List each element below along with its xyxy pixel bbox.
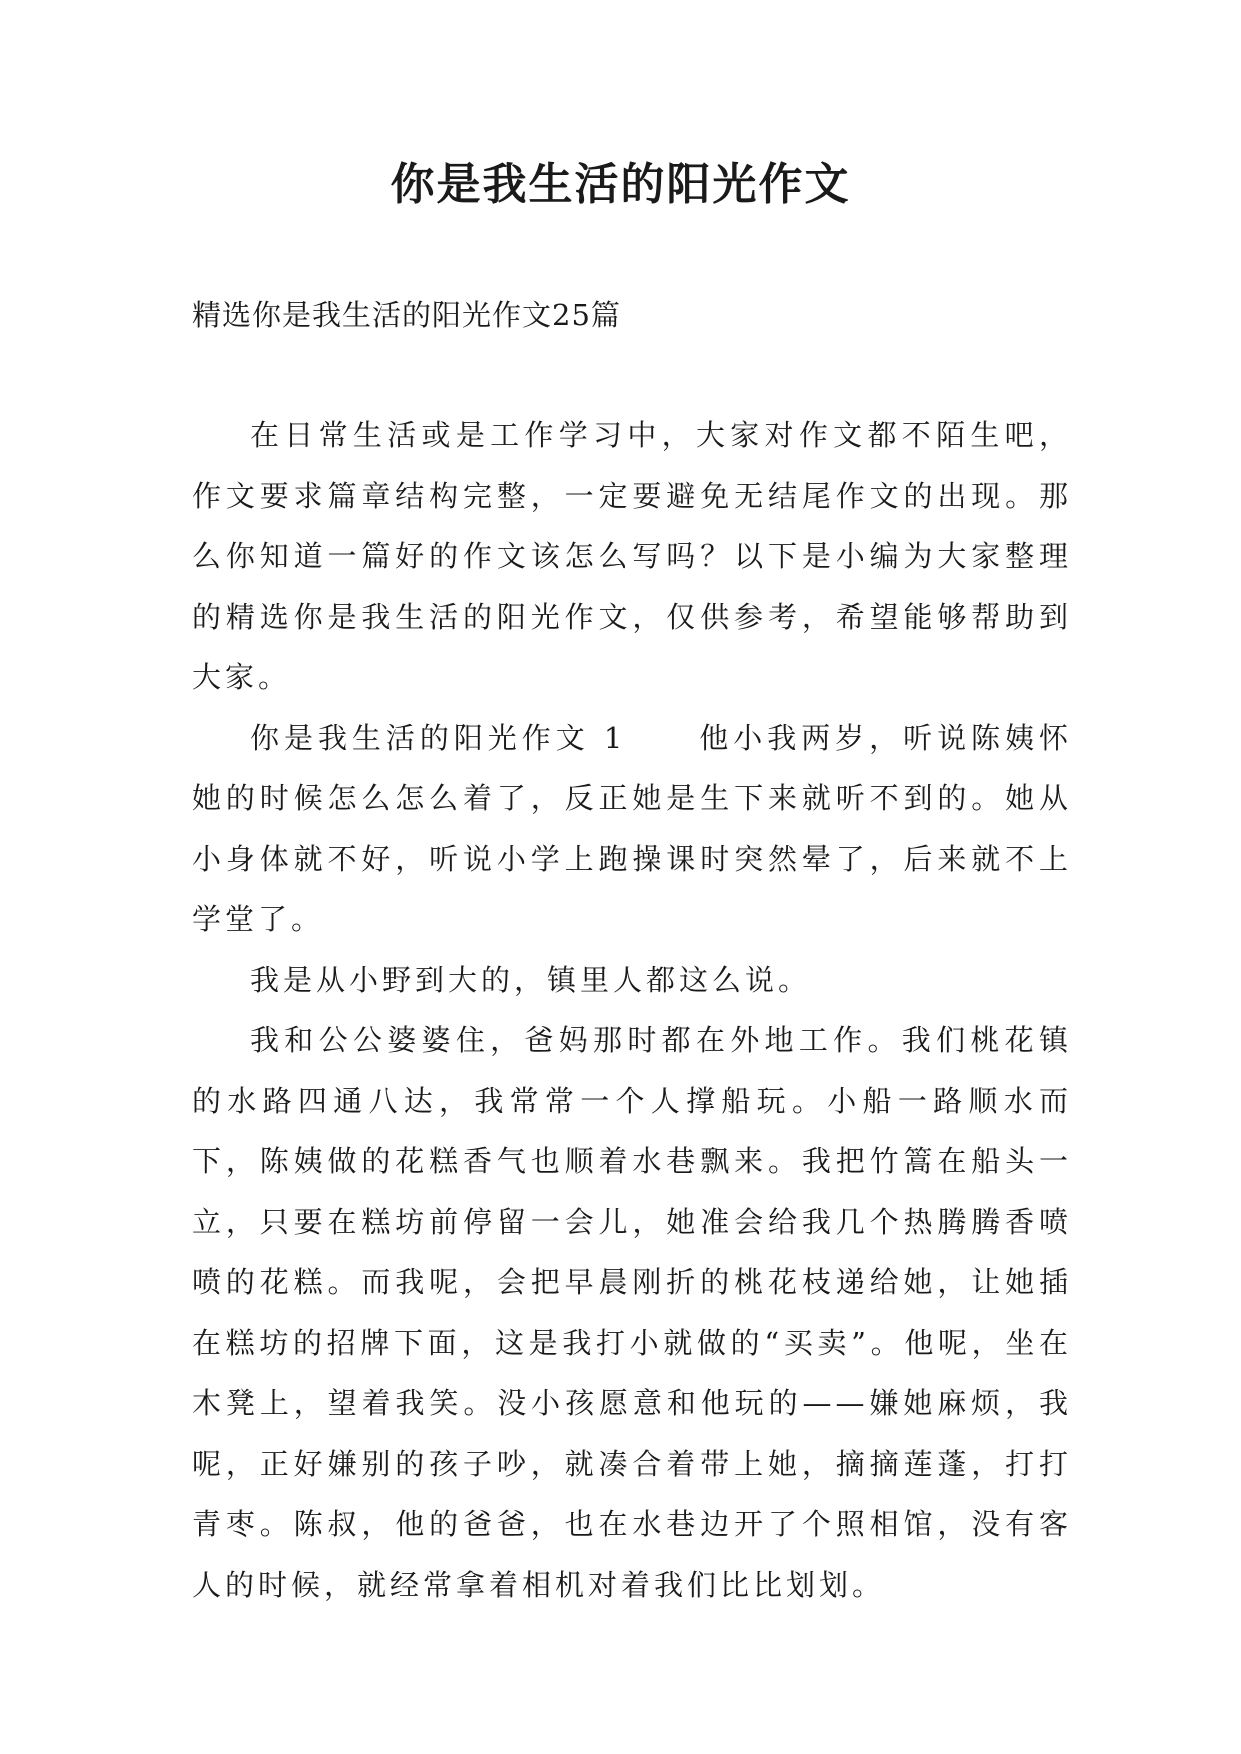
paragraph-2: 我是从小野到大的，镇里人都这么说。 bbox=[250, 962, 812, 997]
essay-heading-1: 你是我生活的阳光作文 1 bbox=[250, 720, 627, 755]
document-title: 你是我生活的阳光作文 bbox=[390, 159, 851, 210]
paragraph-essay-1-opening bbox=[192, 708, 1072, 950]
paragraph-3: 我和公公婆婆住，爸妈那时都在外地工作。我们桃花镇的水路四通八达，我常常一个人撑船玩。小船一路顺水而下，陈姨做的花糕香气也顺着水巷飘来。我把竹篙在船头一立，只要在糕坊前停留一会儿，她准会给我几个热腾腾香喷喷的花糕。而我呢，会把早晨刚折的桃花枝递给她，让她插在糕坊的招牌下面，这是我打小就做的“买卖”。他呢，坐在木凳上，望着我笑。没小孩愿意和他玩的——嫌她麻烦，我呢，正好嫌别的孩子吵，就凑合着带上她，摘摘莲蓬，打打青枣。陈叔，他的爸爸，也在水巷边开了个照相馆，没有客人的时候，就经常拿着相机对着我们比比划划。 bbox=[192, 1023, 1072, 1602]
document-subtitle: 精选你是我生活的阳光作文25篇 bbox=[192, 298, 621, 332]
document-body bbox=[192, 405, 1072, 1615]
paragraph-intro: 在日常生活或是工作学习中，大家对作文都不陌生吧，作文要求篇章结构完整，一定要避免无结尾作文的出现。那么你知道一篇好的作文该怎么写吗？以下是小编为大家整理的精选你是我生活的阳光作文，仅供参考，希望能够帮助到大家。 bbox=[192, 418, 1072, 694]
paragraph-essay-1-text: 他小我两岁，听说陈姨怀她的时候怎么怎么着了，反正她是生下来就听不到的。她从小身体就不好，听说小学上跑操课时突然晕了，后来就不上学堂了。 bbox=[192, 720, 1072, 936]
